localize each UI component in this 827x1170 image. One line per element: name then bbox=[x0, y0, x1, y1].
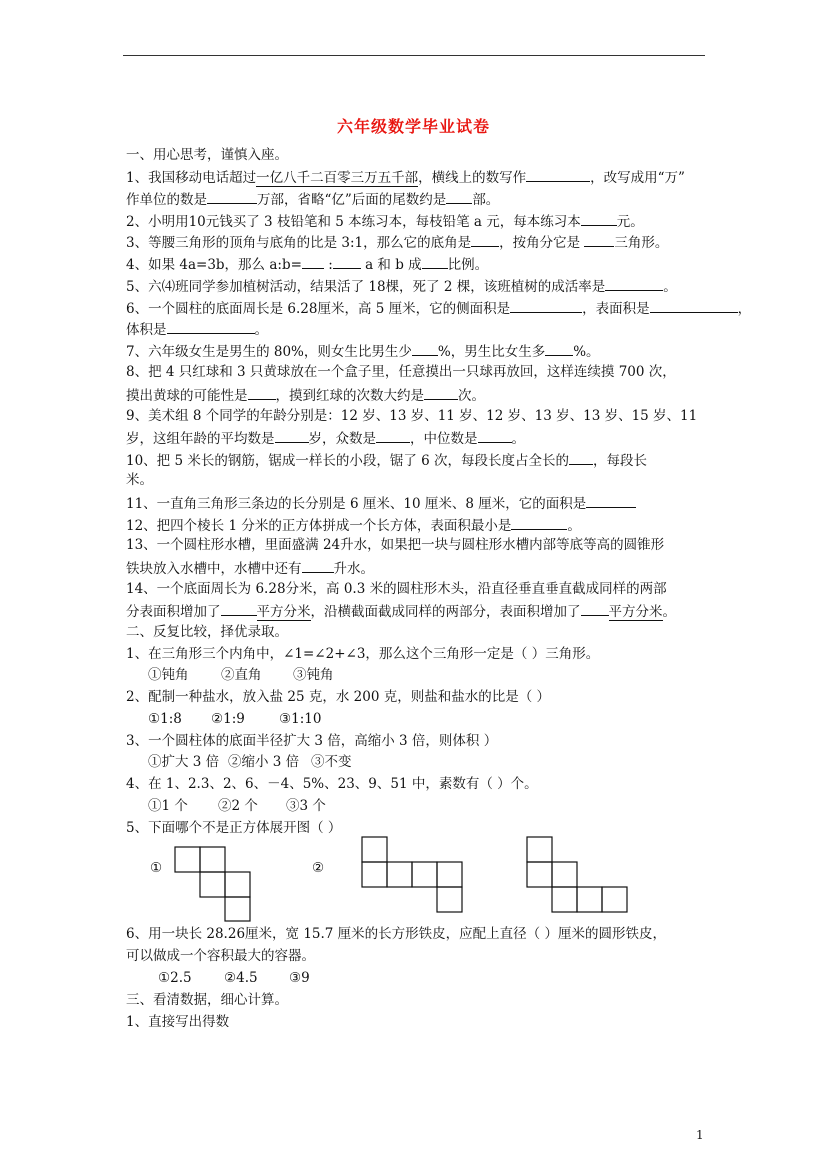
sec3-q1-text: 1、直接写出得数 bbox=[126, 1014, 230, 1030]
q13-line-2: 铁块放入水槽中，水槽中还有 升水。 bbox=[126, 557, 374, 579]
cube-net-2[interactable] bbox=[361, 836, 465, 914]
q14-line-1: 14、一个底面周长为 6.28分米，高 0.3 米的圆柱形木头，沿直径垂直垂直截成同样的两部 bbox=[126, 581, 667, 597]
q9-line-1: 9、美术组 8 个同学的年龄分别是：12 岁、13 岁、11 岁、12 岁、13 岁、13 岁、15 岁、11 bbox=[126, 408, 698, 424]
answer-blank[interactable] bbox=[207, 188, 257, 204]
q5-line: 5、六⑷班同学参加植树活动，结果活了 18棵，死了 2 棵，该班植树的成活率是 。 bbox=[126, 275, 677, 297]
mc-q5-text: 5、下面哪个不是正方体展开图（ ） bbox=[126, 820, 342, 836]
section-2-heading: 二、反复比较，择优录取。 bbox=[126, 624, 288, 640]
q12-line: 12、把四个棱长 1 分米的正方体拼成一个长方体，表面积最小是 。 bbox=[126, 514, 581, 536]
q9-line-2: 岁，这组年龄的平均数是 岁，众数是 ，中位数是 。 bbox=[126, 427, 525, 449]
mc-q6-line-1: 6、用一块长 28.26厘米，宽 15.7 厘米的长方形铁皮，应配上直径（ ）厘米的圆形铁皮， bbox=[126, 926, 666, 942]
mc-q1-option-3[interactable]: ③钝角 bbox=[293, 667, 334, 683]
answer-blank[interactable] bbox=[478, 427, 512, 443]
page-title: 六年级数学毕业试卷 bbox=[336, 117, 490, 136]
q14-line-2: 分表面积增加了 平方分米，沿横截面截成同样的两部分，表面积增加了 平方分米。 bbox=[126, 600, 676, 622]
q3-line: 3、等腰三角形的顶角与底角的比是 3:1，那么它的底角是 ，按角分它是 三角形。 bbox=[126, 231, 668, 253]
answer-blank[interactable] bbox=[650, 297, 738, 313]
mc-q4-option-2[interactable]: ②2 个 bbox=[218, 798, 258, 814]
q11-line: 11、一直角三角形三条边的长分别是 6 厘米、10 厘米、8 厘米，它的面积是 bbox=[126, 492, 636, 514]
mc-q1-option-2[interactable]: ②直角 bbox=[221, 667, 262, 683]
answer-blank[interactable] bbox=[586, 492, 636, 508]
answer-blank[interactable] bbox=[376, 427, 410, 443]
q4-line: 4、如果 4a=3b，那么 a:b= : a 和 b 成 比例。 bbox=[126, 253, 488, 275]
answer-blank[interactable] bbox=[471, 231, 499, 247]
answer-blank[interactable] bbox=[605, 275, 663, 291]
net-label-1: ① bbox=[150, 860, 163, 876]
answer-blank[interactable] bbox=[446, 188, 472, 204]
q1-line-1: 1、我国移动电话超过一亿八千二百零三万五千部，横线上的数写作 ，改写成用“万” bbox=[126, 166, 685, 188]
section-1-heading: 一、用心思考，谨慎入座。 bbox=[126, 147, 288, 163]
q8-line-1: 8、把 4 只红球和 3 只黄球放在一个盒子里，任意摸出一只球再放回，这样连续摸 700 次， bbox=[126, 364, 676, 380]
answer-blank[interactable] bbox=[584, 231, 614, 247]
q8-line-2: 摸出黄球的可能性是 ，摸到红球的次数大约是 次。 bbox=[126, 384, 485, 406]
answer-blank[interactable] bbox=[545, 340, 573, 356]
q1-number-text: 一亿八千二百零三万五千部 bbox=[256, 170, 419, 186]
answer-blank[interactable] bbox=[581, 210, 617, 226]
answer-blank[interactable] bbox=[424, 384, 458, 400]
mc-q6-option-3[interactable]: ③9 bbox=[289, 970, 310, 986]
answer-blank[interactable] bbox=[412, 340, 438, 356]
cube-net-3[interactable] bbox=[526, 836, 630, 914]
q2-line: 2、小明用10元钱买了 3 枝铅笔和 5 本练习本，每枝铅笔 a 元，每本练习本 元。 bbox=[126, 210, 644, 232]
answer-blank[interactable] bbox=[422, 253, 448, 269]
page-number: 1 bbox=[696, 1128, 704, 1142]
answer-blank[interactable] bbox=[526, 166, 590, 182]
answer-blank[interactable] bbox=[510, 297, 582, 313]
q6-line-2: 体积是 。 bbox=[126, 318, 268, 340]
q6-line-1: 6、一个圆柱的底面周长是 6.28厘米，高 5 厘米，它的侧面积是 ，表面积是 ， bbox=[126, 297, 751, 319]
mc-q6-line-2: 可以做成一个容积最大的容器。 bbox=[126, 948, 315, 964]
answer-blank[interactable] bbox=[167, 318, 255, 334]
q1-line-2: 作单位的数是 万部，省略“亿”后面的尾数约是 部。 bbox=[126, 188, 499, 210]
answer-blank[interactable] bbox=[581, 600, 609, 616]
answer-blank[interactable] bbox=[275, 427, 309, 443]
answer-blank[interactable] bbox=[333, 253, 361, 269]
q10-line-1: 10、把 5 米长的钢筋，锯成一样长的小段，锯了 6 次，每段长度占全长的 ，每段长 bbox=[126, 449, 647, 471]
section-3-heading: 三、看清数据，细心计算。 bbox=[126, 992, 288, 1008]
q13-line-1: 13、一个圆柱形水槽，里面盛满 24升水，如果把一块与圆柱形水槽内部等底等高的圆锥形 bbox=[126, 537, 665, 553]
mc-q6-option-1[interactable]: ①2.5 bbox=[158, 970, 192, 986]
mc-q1-text: 1、在三角形三个内角中，∠1=∠2+∠3，那么这个三角形一定是（ ）三角形。 bbox=[126, 646, 600, 662]
answer-blank[interactable] bbox=[302, 557, 334, 573]
mc-q3-text: 3、一个圆柱体的底面半径扩大 3 倍，高缩小 3 倍，则体积 ） bbox=[126, 733, 498, 749]
answer-blank[interactable] bbox=[511, 514, 567, 530]
header-rule bbox=[123, 55, 705, 56]
mc-q2-text: 2、配制一种盐水，放入盐 25 克，水 200 克，则盐和盐水的比是（ ） bbox=[126, 689, 550, 705]
mc-q3-option-2[interactable]: ②缩小 3 倍 bbox=[228, 754, 300, 770]
answer-blank[interactable] bbox=[221, 600, 257, 616]
q7-line: 7、六年级女生是男生的 80%，则女生比男生少 %，男生比女生多 %。 bbox=[126, 340, 600, 362]
mc-q4-option-1[interactable]: ①1 个 bbox=[148, 798, 188, 814]
mc-q3-option-1[interactable]: ①扩大 3 倍 bbox=[148, 754, 220, 770]
mc-q4-text: 4、在 1、2.3、2、6、－4、5%、23、9、51 中，素数有（ ）个。 bbox=[126, 776, 538, 792]
mc-q1-option-1[interactable]: ①钝角 bbox=[148, 667, 189, 683]
answer-blank[interactable] bbox=[569, 449, 593, 465]
mc-q2-option-3[interactable]: ③1:10 bbox=[279, 711, 322, 727]
mc-q2-option-1[interactable]: ①1:8 bbox=[148, 711, 182, 727]
net-label-2: ② bbox=[312, 860, 325, 876]
q10-line-2: 米。 bbox=[126, 472, 153, 488]
mc-q6-option-2[interactable]: ②4.5 bbox=[224, 970, 258, 986]
answer-blank[interactable] bbox=[248, 384, 276, 400]
mc-q4-option-3[interactable]: ③3 个 bbox=[286, 798, 326, 814]
answer-blank[interactable] bbox=[302, 253, 324, 269]
mc-q3-option-3[interactable]: ③不变 bbox=[311, 754, 352, 770]
mc-q2-option-2[interactable]: ②1:9 bbox=[211, 711, 245, 727]
cube-net-1[interactable] bbox=[174, 846, 254, 922]
